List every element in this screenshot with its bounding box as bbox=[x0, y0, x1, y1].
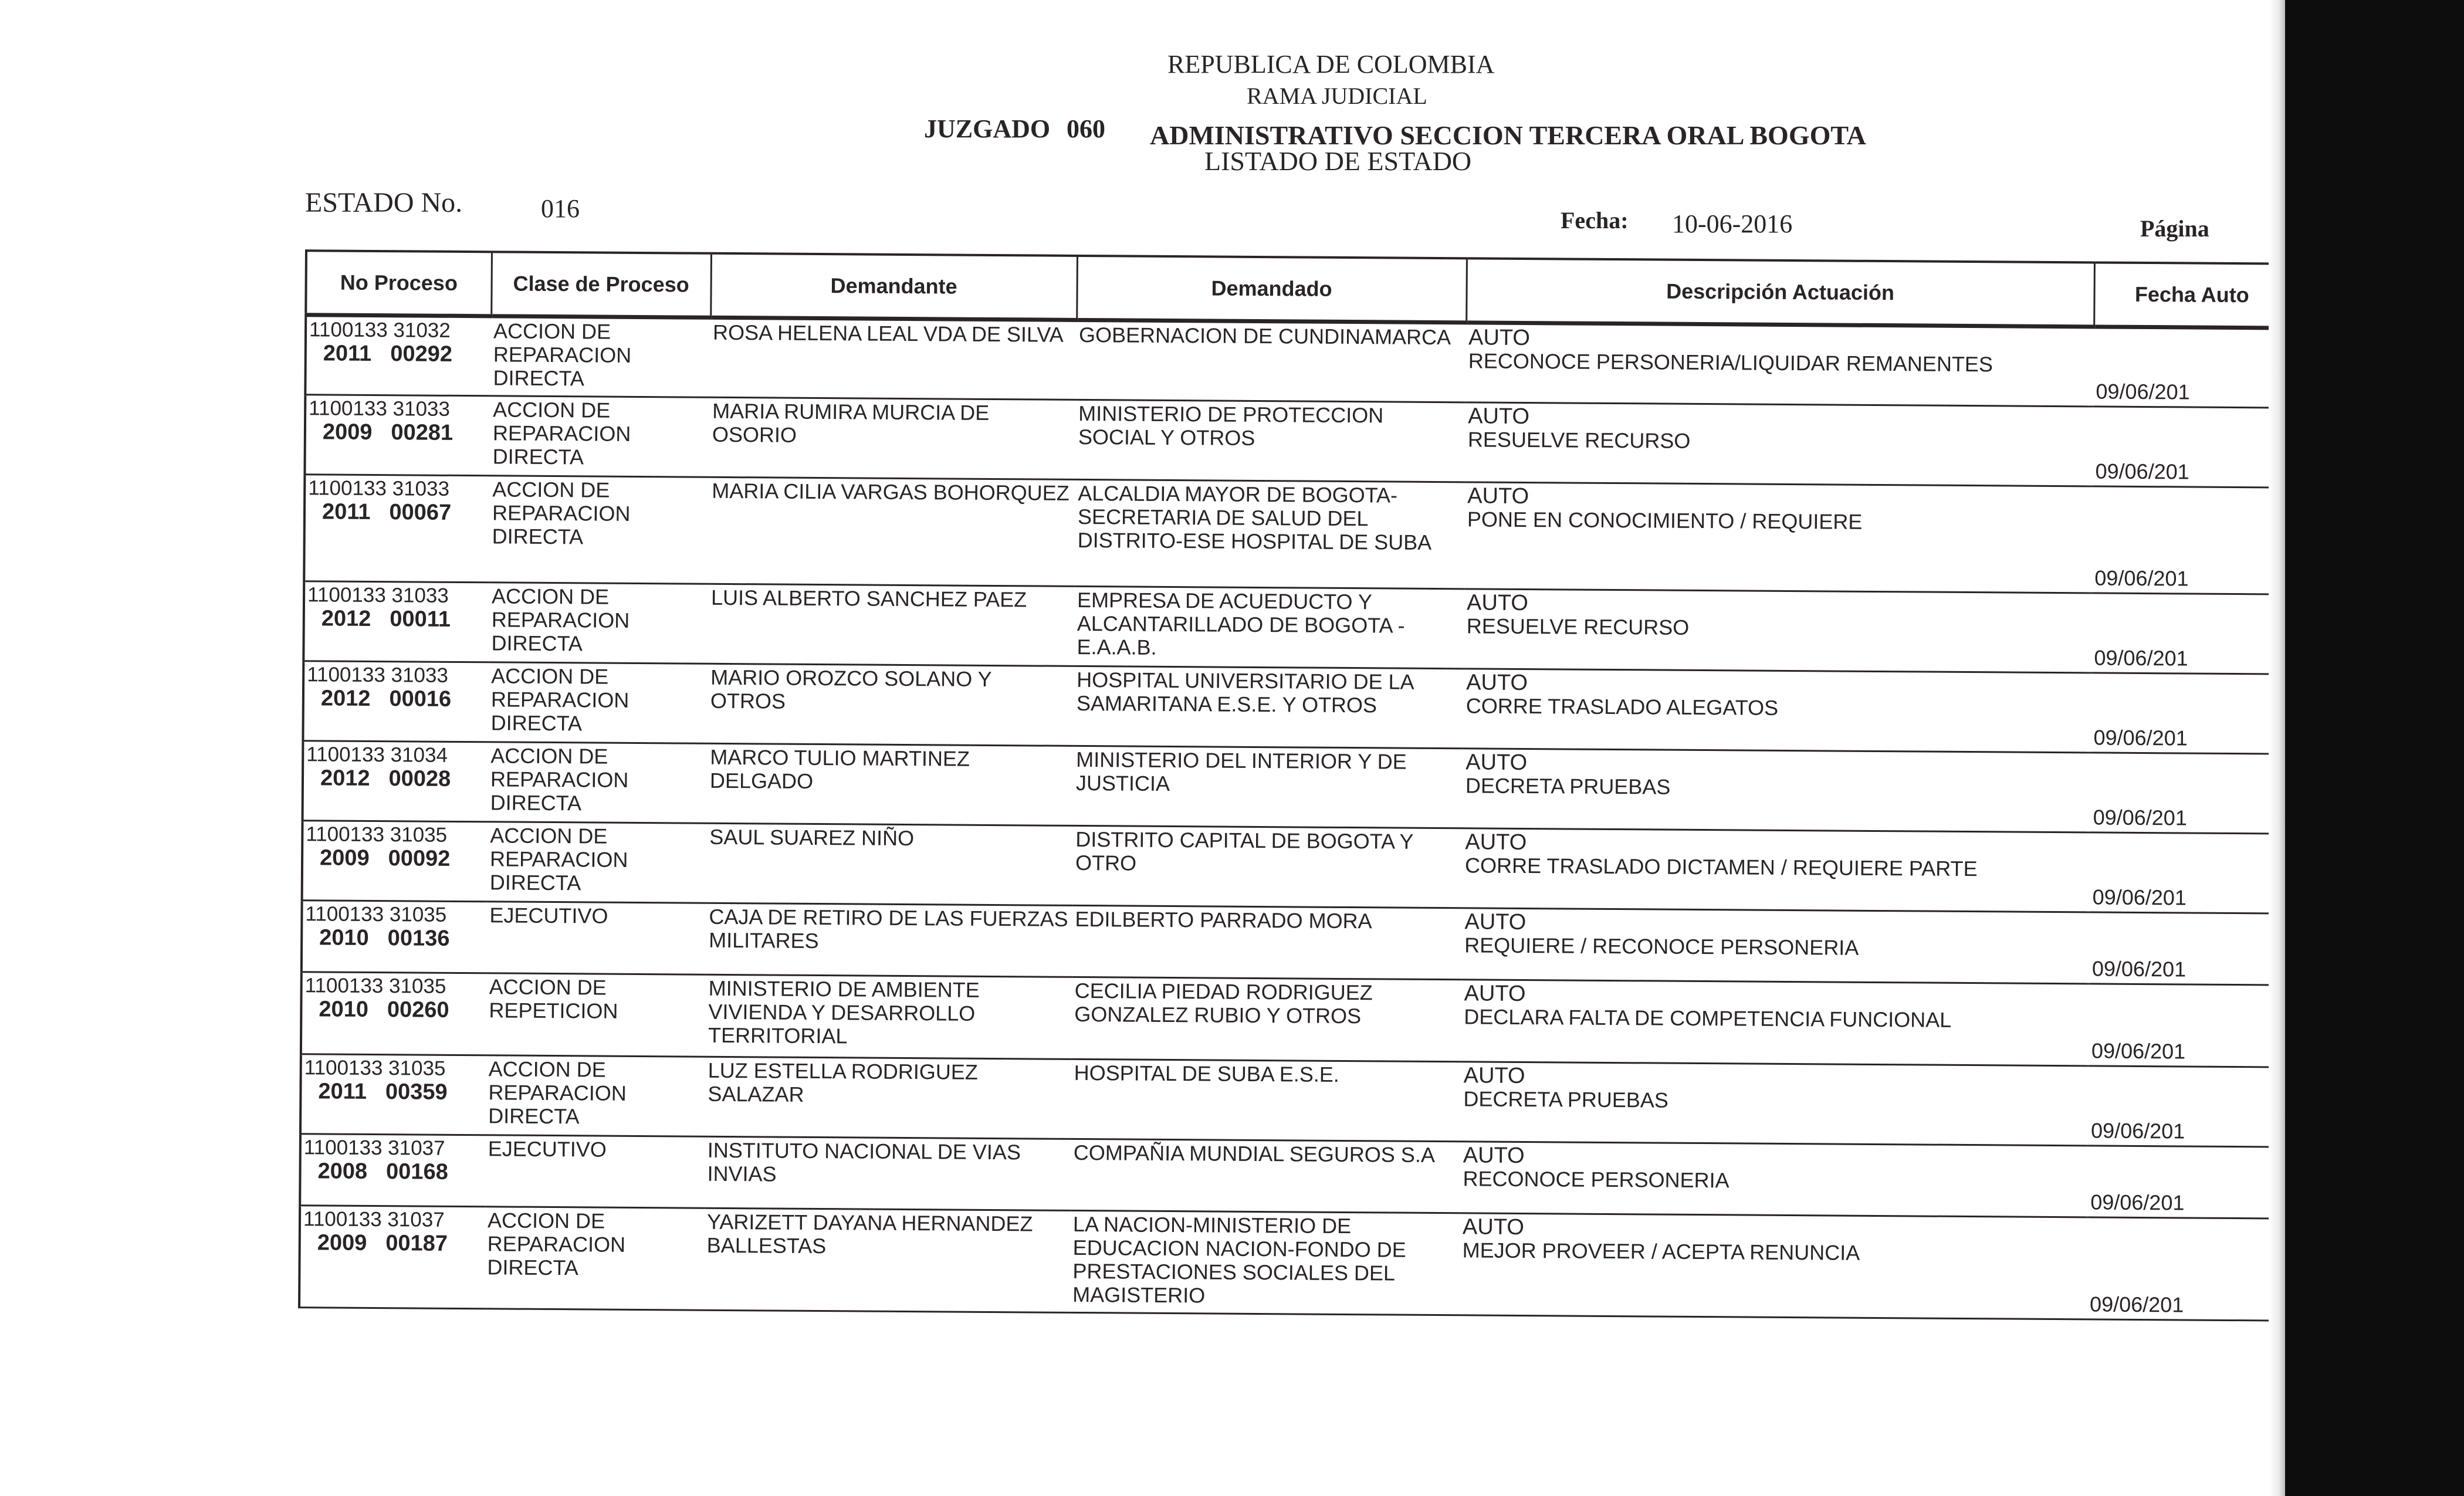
fecha-auto-value: 09/06/201 bbox=[2093, 805, 2187, 830]
radicado-prefix: 1100133 31035 bbox=[304, 1056, 446, 1080]
cell-demandado: COMPAÑIA MUNDIAL SEGUROS S.A bbox=[1071, 1139, 1461, 1213]
radicado-year-number bbox=[309, 341, 489, 366]
cell-no-proceso bbox=[304, 395, 490, 476]
listado-table bbox=[298, 249, 2285, 1321]
cell-descripcion-actuacion bbox=[1461, 1062, 2089, 1146]
radicado-year-number bbox=[309, 420, 488, 445]
cell-fecha-auto bbox=[2092, 486, 2285, 594]
actuacion-descripcion: CORRE TRASLADO DICTAMEN / REQUIERE PARTE bbox=[1464, 853, 1978, 881]
cell-demandante: LUZ ESTELLA RODRIGUEZ SALAZAR bbox=[705, 1057, 1072, 1139]
cell-clase-de-proceso: ACCION DE REPARACION DIRECTA bbox=[488, 822, 708, 903]
actuacion-tipo: AUTO bbox=[1462, 1214, 1525, 1240]
cell-demandado: LA NACION-MINISTERIO DE EDUCACION NACION-FONDO DE PRESTACIONES SOCIALES DEL MAGISTERIO bbox=[1070, 1210, 1460, 1315]
radicado-year-number bbox=[304, 1079, 483, 1104]
radicado-year: 2012 bbox=[320, 686, 371, 711]
radicado-number: 00260 bbox=[387, 997, 449, 1023]
radicado-year: 2009 bbox=[319, 845, 370, 871]
actuacion-descripcion: DECRETA PRUEBAS bbox=[1465, 773, 1671, 799]
cell-demandado: ALCALDIA MAYOR DE BOGOTA-SECRETARIA DE SALUD DEL DISTRITO-ESE HOSPITAL DE SUBA bbox=[1075, 479, 1465, 588]
cell-demandado: DISTRITO CAPITAL DE BOGOTA Y OTRO bbox=[1073, 825, 1463, 908]
cell-demandante: LUIS ALBERTO SANCHEZ PAEZ bbox=[708, 584, 1075, 666]
table-row bbox=[302, 901, 2285, 985]
header-juzgado-label: JUZGADO bbox=[924, 114, 1051, 143]
fecha-auto-value: 09/06/201 bbox=[2091, 956, 2187, 981]
cell-demandante: INSTITUTO NACIONAL DE VIAS INVIAS bbox=[705, 1136, 1071, 1210]
cell-no-proceso bbox=[300, 1134, 486, 1207]
actuacion-descripcion: RESUELVE RECURSO bbox=[1466, 614, 1690, 639]
actuacion-descripcion: RECONOCE PERSONERIA bbox=[1463, 1166, 1729, 1193]
radicado-prefix: 1100133 31034 bbox=[306, 743, 448, 767]
column-header-clase-de-proceso: Clase de Proceso bbox=[491, 252, 711, 317]
radicado-number: 00168 bbox=[385, 1159, 448, 1184]
actuacion-tipo: AUTO bbox=[1465, 750, 1528, 776]
actuacion-descripcion: REQUIERE / RECONOCE PERSONERIA bbox=[1464, 933, 1859, 960]
cell-descripcion-actuacion bbox=[1464, 482, 2093, 593]
fecha-auto-value: 09/06/201 bbox=[2090, 1118, 2185, 1143]
cell-no-proceso bbox=[303, 581, 489, 662]
scan-edge-dark-border bbox=[2285, 0, 2464, 1496]
header-listado-de-estado: LISTADO DE ESTADO bbox=[1204, 146, 1472, 176]
header-republica: REPUBLICA DE COLOMBIA bbox=[1167, 50, 1495, 79]
cell-demandado: EMPRESA DE ACUEDUCTO Y ALCANTARILLADO DE BOGOTA -E.A.A.B. bbox=[1074, 586, 1464, 668]
actuacion-descripcion: DECRETA PRUEBAS bbox=[1463, 1087, 1668, 1112]
radicado-year: 2009 bbox=[322, 419, 373, 445]
cell-no-proceso bbox=[302, 901, 488, 973]
radicado-year-number bbox=[306, 766, 486, 791]
column-header-fecha-auto: Fecha Auto bbox=[2094, 262, 2285, 328]
radicado-number: 00136 bbox=[387, 926, 450, 951]
cell-clase-de-proceso: ACCION DE REPARACION DIRECTA bbox=[485, 1207, 705, 1310]
table-row bbox=[301, 972, 2284, 1067]
radicado-number: 00028 bbox=[388, 766, 451, 791]
fecha-auto-value: 09/06/201 bbox=[2090, 1292, 2184, 1317]
actuacion-tipo: AUTO bbox=[1467, 483, 1529, 509]
cell-demandante: SAUL SUAREZ NIÑO bbox=[707, 823, 1074, 905]
cell-no-proceso bbox=[305, 315, 491, 396]
cell-descripcion-actuacion bbox=[1464, 589, 2092, 673]
cell-descripcion-actuacion bbox=[1465, 402, 2093, 486]
cell-no-proceso bbox=[300, 1054, 486, 1135]
cell-fecha-auto bbox=[2093, 327, 2285, 408]
cell-demandado: GOBERNACION DE CUNDINAMARCA bbox=[1076, 320, 1466, 402]
cell-demandante: CAJA DE RETIRO DE LAS FUERZAS MILITARES bbox=[706, 903, 1073, 977]
actuacion-descripcion: CORRE TRASLADO ALEGATOS bbox=[1465, 693, 1779, 720]
cell-demandado: MINISTERIO DEL INTERIOR Y DE JUSTICIA bbox=[1074, 746, 1464, 828]
cell-clase-de-proceso: ACCION DE REPARACION DIRECTA bbox=[489, 583, 709, 664]
actuacion-tipo: AUTO bbox=[1466, 590, 1529, 616]
radicado-number: 00092 bbox=[388, 846, 451, 871]
actuacion-tipo: AUTO bbox=[1464, 981, 1526, 1007]
cell-clase-de-proceso: EJECUTIVO bbox=[485, 1135, 705, 1208]
cell-no-proceso bbox=[303, 741, 489, 822]
fecha-auto-value: 09/06/201 bbox=[2090, 1190, 2185, 1215]
table-row bbox=[299, 1206, 2283, 1321]
cell-no-proceso bbox=[301, 972, 487, 1055]
cell-clase-de-proceso: ACCION DE REPARACION DIRECTA bbox=[488, 662, 708, 743]
column-header-demandante: Demandante bbox=[710, 253, 1077, 320]
actuacion-descripcion: PONE EN CONOCIMIENTO / REQUIERE bbox=[1467, 507, 1863, 534]
radicado-number: 00067 bbox=[389, 500, 452, 525]
cell-demandado: HOSPITAL DE SUBA E.S.E. bbox=[1071, 1059, 1461, 1141]
radicado-year: 2011 bbox=[318, 1079, 367, 1104]
table-row bbox=[300, 1134, 2283, 1219]
cell-fecha-auto bbox=[2088, 1146, 2283, 1219]
cell-demandante: MARIO OROZCO SOLANO Y OTROS bbox=[708, 664, 1074, 746]
actuacion-descripcion: MEJOR PROVEER / ACEPTA RENUNCIA bbox=[1462, 1238, 1860, 1265]
radicado-number: 00011 bbox=[390, 607, 451, 632]
radicado-number: 00016 bbox=[389, 686, 452, 712]
pagina-label: Página bbox=[2140, 215, 2209, 242]
radicado-prefix: 1100133 31033 bbox=[309, 397, 451, 421]
cell-fecha-auto bbox=[2089, 1066, 2284, 1147]
table-row bbox=[303, 581, 2285, 674]
cell-descripcion-actuacion bbox=[1462, 908, 2090, 984]
radicado-prefix: 1100133 31035 bbox=[306, 823, 448, 847]
table-row bbox=[304, 475, 2285, 594]
cell-no-proceso bbox=[299, 1206, 485, 1309]
radicado-number: 00281 bbox=[391, 420, 453, 445]
radicado-year-number bbox=[303, 1159, 483, 1184]
fecha-auto-value: 09/06/201 bbox=[2094, 645, 2188, 671]
cell-fecha-auto bbox=[2091, 593, 2285, 674]
radicado-year-number bbox=[307, 686, 486, 711]
cell-clase-de-proceso: ACCION DE REPARACION DIRECTA bbox=[486, 1055, 706, 1136]
radicado-number: 00292 bbox=[390, 341, 453, 367]
cell-demandado: CECILIA PIEDAD RODRIGUEZ GONZALEZ RUBIO Y OTROS bbox=[1072, 977, 1462, 1061]
cell-clase-de-proceso: ACCION DE REPARACION DIRECTA bbox=[490, 316, 710, 397]
radicado-prefix: 1100133 31037 bbox=[303, 1207, 445, 1231]
cell-demandante: MARIA CILIA VARGAS BOHORQUEZ bbox=[709, 477, 1075, 586]
cell-descripcion-actuacion bbox=[1463, 828, 2091, 912]
cell-demandante: MARCO TULIO MARTINEZ DELGADO bbox=[708, 743, 1074, 825]
cell-fecha-auto bbox=[2091, 673, 2285, 754]
fecha-auto-value: 09/06/201 bbox=[2091, 1038, 2186, 1064]
radicado-year-number bbox=[308, 500, 488, 524]
estado-number-label: ESTADO No. bbox=[305, 187, 463, 218]
fecha-auto-value: 09/06/201 bbox=[2095, 459, 2189, 484]
cell-demandante: YARIZETT DAYANA HERNANDEZ BALLESTAS bbox=[704, 1208, 1071, 1312]
radicado-year: 2010 bbox=[319, 925, 369, 950]
radicado-year: 2008 bbox=[317, 1159, 368, 1184]
cell-demandado: HOSPITAL UNIVERSITARIO DE LA SAMARITANA E.S.E. Y OTROS bbox=[1074, 666, 1464, 748]
radicado-year-number bbox=[306, 846, 485, 871]
cell-descripcion-actuacion bbox=[1463, 669, 2091, 753]
radicado-year: 2011 bbox=[323, 341, 372, 366]
cell-fecha-auto bbox=[2087, 1217, 2283, 1321]
cell-demandante: ROSA HELENA LEAL VDA DE SILVA bbox=[710, 317, 1077, 400]
actuacion-tipo: AUTO bbox=[1463, 1063, 1525, 1089]
actuacion-tipo: AUTO bbox=[1463, 1143, 1525, 1169]
table-row bbox=[304, 395, 2285, 488]
actuacion-tipo: AUTO bbox=[1464, 909, 1527, 935]
table-row bbox=[303, 661, 2285, 754]
cell-descripcion-actuacion bbox=[1460, 1213, 2088, 1319]
fecha-auto-value: 09/06/201 bbox=[2092, 885, 2187, 910]
fecha-auto-value: 09/06/201 bbox=[2096, 379, 2190, 404]
cell-clase-de-proceso: ACCION DE REPETICION bbox=[486, 973, 706, 1057]
actuacion-descripcion: RECONOCE PERSONERIA/LIQUIDAR REMANENTES bbox=[1468, 348, 1993, 377]
cell-fecha-auto bbox=[2090, 753, 2285, 834]
actuacion-tipo: AUTO bbox=[1468, 404, 1530, 429]
actuacion-descripcion: DECLARA FALTA DE COMPETENCIA FUNCIONAL bbox=[1464, 1004, 1952, 1032]
radicado-year-number bbox=[305, 926, 485, 950]
cell-clase-de-proceso: ACCION DE REPARACION DIRECTA bbox=[489, 476, 709, 584]
radicado-year: 2012 bbox=[320, 766, 370, 791]
radicado-year-number bbox=[307, 607, 487, 631]
cell-no-proceso bbox=[304, 475, 490, 583]
cell-fecha-auto bbox=[2093, 407, 2285, 488]
cell-fecha-auto bbox=[2090, 912, 2285, 985]
radicado-prefix: 1100133 31033 bbox=[307, 583, 449, 607]
fecha-auto-value: 09/06/201 bbox=[2093, 725, 2188, 750]
fecha-value: 10-06-2016 bbox=[1672, 209, 1793, 238]
radicado-year-number bbox=[303, 1231, 483, 1255]
cell-no-proceso bbox=[303, 661, 489, 742]
cell-descripcion-actuacion bbox=[1461, 980, 2090, 1066]
actuacion-descripcion: RESUELVE RECURSO bbox=[1467, 427, 1691, 453]
header-juzgado-number: 060 bbox=[1067, 114, 1105, 143]
radicado-year: 2009 bbox=[317, 1230, 367, 1255]
radicado-year: 2012 bbox=[321, 606, 371, 631]
column-header-demandado: Demandado bbox=[1077, 256, 1467, 323]
fecha-auto-value: 09/06/201 bbox=[2094, 566, 2189, 591]
cell-descripcion-actuacion bbox=[1463, 749, 2091, 832]
table-row bbox=[300, 1054, 2284, 1147]
table-row bbox=[302, 821, 2285, 913]
header-rama-judicial: RAMA JUDICIAL bbox=[1247, 83, 1427, 109]
radicado-prefix: 1100133 31035 bbox=[305, 902, 447, 926]
cell-fecha-auto bbox=[2089, 984, 2284, 1067]
listado-table-container bbox=[280, 249, 2285, 1336]
actuacion-tipo: AUTO bbox=[1468, 325, 1531, 351]
radicado-year: 2011 bbox=[321, 499, 371, 524]
fecha-label: Fecha: bbox=[1561, 207, 1629, 233]
cell-demandante: MINISTERIO DE AMBIENTE VIVIENDA Y DESARROLLO TERRITORIAL bbox=[706, 974, 1072, 1059]
radicado-prefix: 1100133 31035 bbox=[304, 974, 446, 998]
column-header-no-proceso: No Proceso bbox=[306, 251, 492, 316]
cell-descripcion-actuacion bbox=[1465, 323, 2094, 407]
radicado-prefix: 1100133 31033 bbox=[307, 663, 449, 687]
cell-clase-de-proceso: ACCION DE REPARACION DIRECTA bbox=[488, 742, 708, 823]
cell-demandado: MINISTERIO DE PROTECCION SOCIAL Y OTROS bbox=[1075, 400, 1465, 482]
estado-number-value: 016 bbox=[541, 194, 580, 223]
actuacion-tipo: AUTO bbox=[1466, 670, 1528, 696]
actuacion-tipo: AUTO bbox=[1465, 830, 1527, 855]
table-row bbox=[303, 741, 2285, 834]
cell-clase-de-proceso: EJECUTIVO bbox=[487, 902, 707, 974]
cell-demandado: EDILBERTO PARRADO MORA bbox=[1072, 905, 1463, 979]
cell-clase-de-proceso: ACCION DE REPARACION DIRECTA bbox=[490, 396, 710, 477]
radicado-year: 2010 bbox=[319, 997, 369, 1022]
radicado-prefix: 1100133 31037 bbox=[303, 1136, 445, 1160]
cell-demandante: MARIA RUMIRA MURCIA DE OSORIO bbox=[709, 397, 1076, 479]
radicado-prefix: 1100133 31033 bbox=[308, 476, 450, 500]
table-row bbox=[305, 315, 2285, 408]
radicado-year-number bbox=[304, 997, 484, 1022]
table-body bbox=[299, 315, 2285, 1321]
cell-fecha-auto bbox=[2090, 832, 2285, 913]
cell-no-proceso bbox=[302, 821, 488, 902]
cell-descripcion-actuacion bbox=[1460, 1142, 2089, 1217]
radicado-number: 00359 bbox=[385, 1079, 448, 1105]
header-despacho: ADMINISTRATIVO SECCION TERCERA ORAL BOGOTA bbox=[1150, 120, 1866, 150]
column-header-descripcion-actuacion: Descripción Actuación bbox=[1466, 258, 2094, 327]
radicado-number: 00187 bbox=[385, 1231, 448, 1256]
radicado-prefix: 1100133 31032 bbox=[309, 318, 451, 342]
